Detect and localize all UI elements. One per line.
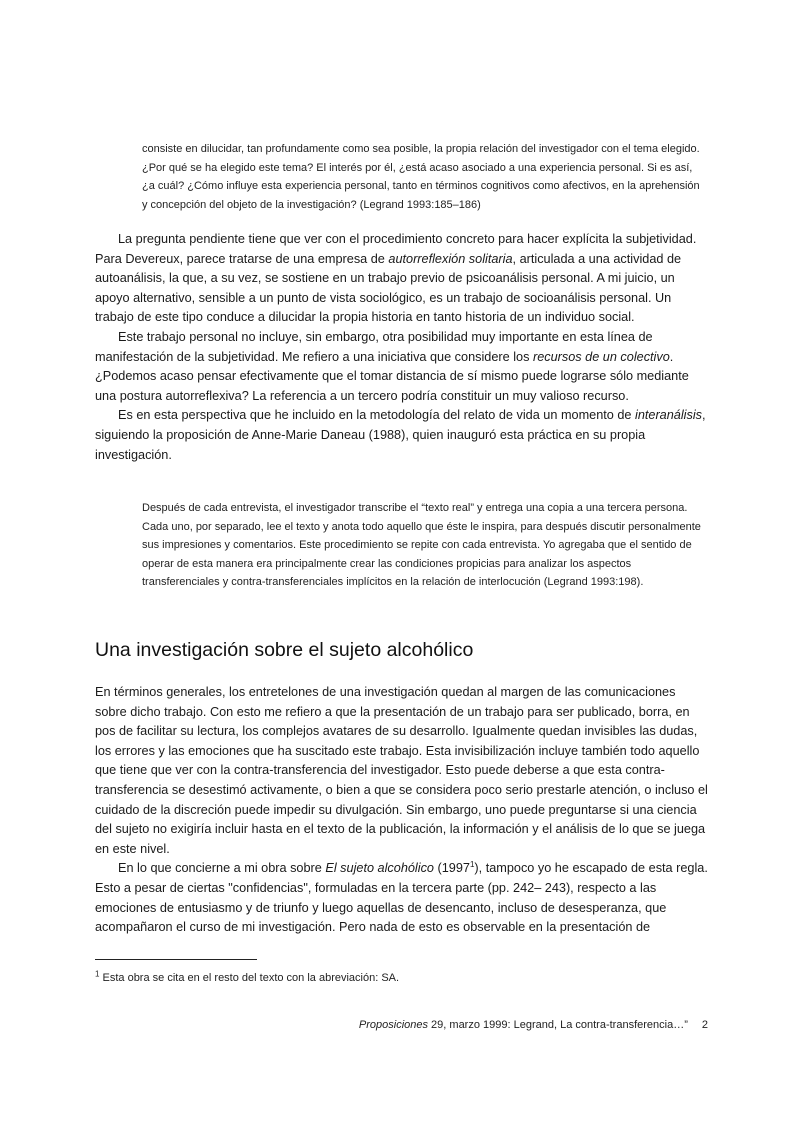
paragraph: Este trabajo personal no incluye, sin embargo, otra posibilidad muy importante en esta línea de manifestación de la subjetividad. Me refiero a una iniciativa que considere los recursos de un colectivo. ¿Podemos acaso pensar efectivamente que el tomar distancia de sí mismo puede lograrse sólo mediante una postura autorreflexiva? La referencia a un tercero podría constituir un muy valioso recurso. <box>95 329 689 403</box>
footnote-mark: 1 <box>95 969 100 979</box>
emphasis: recursos de un colectivo <box>532 349 670 364</box>
footnote <box>95 970 399 986</box>
block-quote-legrand-198 <box>142 499 702 592</box>
paragraph: Es en esta perspectiva que he incluido en la metodología del relato de vida un momento de interanálisis, siguiendo la proposición de Anne-Marie Daneau (1988), quien inauguró esta práctica en su propia investigación. <box>95 408 706 462</box>
emphasis: interanálisis <box>635 408 702 423</box>
paragraph: La pregunta pendiente tiene que ver con el procedimiento concreto para hacer explícita la subjetividad. Para Devereux, parece tratarse de una empresa de autorreflexión solitaria, articulada a una actividad de autoanálisis, la que, a su vez, se sostiene en un trabajo previo de psicoanálisis personal. A mi juicio, un apoyo alternativo, sensible a un punto de vista sociológico, es un trabajo de socioanálisis personal. Un trabajo de este tipo conduce a dilucidar la propia historia en tanto historia de un individuo social. <box>95 232 697 325</box>
block-quote-legrand-185 <box>142 140 702 214</box>
paragraph: En términos generales, los entretelones de una investigación quedan al margen de las comunicaciones sobre dicho trabajo. Con esto me refiero a que la presentación de un trabajo para ser publicado, borra, en pos de facilitar su lectura, los complejos avatares de su desarrollo. Igualmente quedan invisibles las dudas, los errores y las emociones que ha suscitado este trabajo. Esta invisibilización incluye también todo aquello que tiene que ver con la contra-transferencia del investigador. Esto puede deberse a que esta contra-transferencia se desestimó activamente, o bien a que se considera poco serio prestarle atención, o incluso el cuidado de la discreción puede impedir su divulgación. Sin embargo, uno puede preguntarse si una ciencia del sujeto no exigiría incluir hasta en el texto de la publicación, la información y el análisis de lo que se juega en este nivel. <box>95 685 708 856</box>
footer-citation: 29, marzo 1999: Legrand, La contra-transferencia…” <box>428 1019 688 1031</box>
body-section-subjectivity <box>95 230 710 465</box>
footnote-reference[interactable]: 1 <box>469 860 475 870</box>
body-section-alcoholic-subject <box>95 683 710 938</box>
quote-text: Después de cada entrevista, el investigador transcribe el “texto real” y entrega una copia a una tercera persona. Cada uno, por separado, lee el texto y anota todo aquello que éste le inspira, para después discutir personalmente sus impresiones y comentarios. Este procedimiento se repite con cada entrevista. Yo agregaba que el sentido de operar de esta manera era principalmente crear las condiciones propicias para analizar los aspectos transferenciales y contra-transferenciales implícitos en la relación de interlocución (Legrand 1993:198). <box>142 502 701 589</box>
footnote-divider <box>95 959 257 960</box>
quote-text: consiste en dilucidar, tan profundamente como sea posible, la propia relación del investigador con el tema elegido. ¿Por qué se ha elegido este tema? El interés por él, ¿está acaso asociado a una experiencia personal. Si es así, ¿a cuál? ¿Cómo influye esta experiencia personal, tanto en términos cognitivos como afectivos, en la aprehensión y concepción del objeto de la investigación? (Legrand 1993:185–186) <box>142 143 700 211</box>
paragraph: En lo que concierne a mi obra sobre El sujeto alcohólico (1997$^1$), tampoco yo he escapado de esta regla. Esto a pesar de ciertas "confidencias", formuladas en la tercera parte (pp. 242– 243), respecto a las emociones de entusiasmo y de triunfo y luego aquellas de desencanto, incluso de desesperanza, que acompañaron el curso de mi investigación. Pero nada de esto es observable en la presentación de <box>95 860 708 935</box>
page-number: 2 <box>701 1019 708 1031</box>
emphasis: autorreflexión solitaria <box>388 251 513 266</box>
book-title: El sujeto alcohólico <box>325 861 434 876</box>
page-footer <box>359 1017 708 1033</box>
section-heading: Una investigación sobre el sujeto alcohólico <box>95 639 474 661</box>
footnote-text: Esta obra se cita en el resto del texto con la abreviación: SA. <box>99 972 400 984</box>
journal-name: Proposiciones <box>358 1019 428 1031</box>
